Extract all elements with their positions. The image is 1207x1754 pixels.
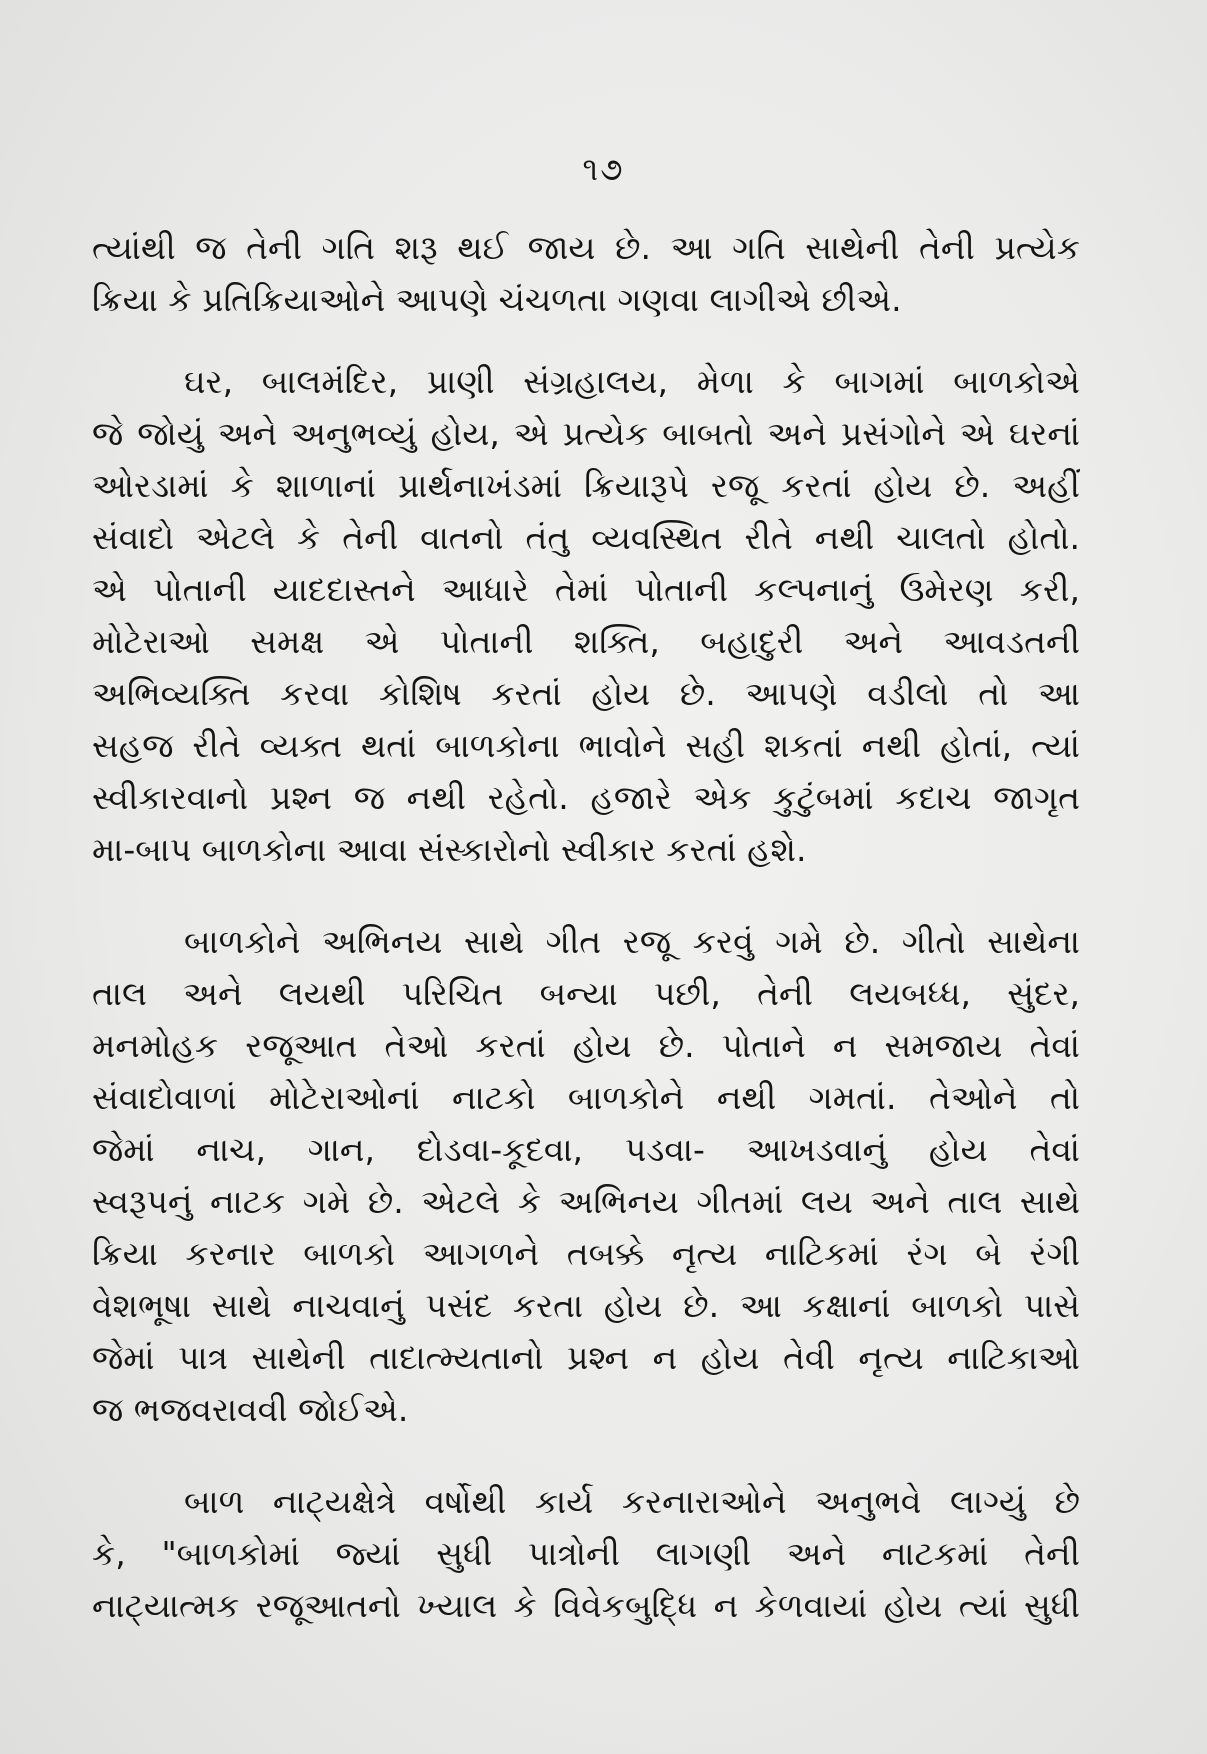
text-line: બાળકોને અભિનય સાથે ગીત રજૂ કરવું ગમે છે. ગીતો સાથેના [184,922,1080,961]
page-number: ૧૭ [582,150,625,188]
text-line: ઘર, બાલમંદિર, પ્રાણી સંગ્રહાલય, મેળા કે બાગમાં બાળકોએ [184,362,1080,401]
text-line: અભિવ્યક્તિ કરવા કોશિષ કરતાં હોય છે. આપણે વડીલો તો આ [92,674,1080,713]
text-line: જેમાં નાચ, ગાન, દોડવા-કૂદવા, પડવા- આખડવાનું હોય તેવાં [92,1130,1080,1169]
text-line: કે, "બાળકોમાં જ્યાં સુધી પાત્રોની લાગણી અને નાટકમાં તેની [92,1534,1080,1573]
text-line: સ્વીકારવાનો પ્રશ્ન જ નથી રહેતો. હજારે એક કુટુંબમાં કદાચ જાગૃત [92,778,1080,817]
text-line: મા-બાપ બાળકોના આવા સંસ્કારોનો સ્વીકાર કરતાં હશે. [92,830,807,869]
text-line: જે જોયું અને અનુભવ્યું હોય, એ પ્રત્યેક બાબતો અને પ્રસંગોને એ ઘરનાં [92,414,1080,453]
paragraph-3 [92,916,1080,1436]
text-line: સ્વરૂપનું નાટક ગમે છે. એટલે કે અભિનય ગીતમાં લય અને તાલ સાથે [92,1182,1080,1221]
text-line: એ પોતાની યાદદાસ્તને આધારે તેમાં પોતાની કલ્પનાનું ઉમેરણ કરી, [92,570,1080,609]
text-line: જ ભજવરાવવી જોઈએ. [92,1390,409,1429]
text-line: તાલ અને લયથી પરિચિત બન્યા પછી, તેની લયબધ્ધ, સુંદર, [92,974,1080,1013]
paragraph-1 [92,222,1080,326]
text-line: જેમાં પાત્ર સાથેની તાદાત્મ્યતાનો પ્રશ્ન ન હોય તેવી નૃત્ય નાટિકાઓ [92,1338,1080,1377]
text-line: નાટ્યાત્મક રજૂઆતનો ખ્યાલ કે વિવેકબુદ્ધિ ન કેળવાયાં હોય ત્યાં સુધી [92,1586,1080,1625]
paragraph-2 [92,356,1080,876]
paragraph-4 [92,1476,1080,1632]
text-line: સહજ રીતે વ્યક્ત થતાં બાળકોના ભાવોને સહી શકતાં નથી હોતાં, ત્યાં [92,726,1080,765]
text-line: વેશભૂષા સાથે નાચવાનું પસંદ કરતા હોય છે. આ કક્ષાનાં બાળકો પાસે [92,1286,1080,1325]
text-line: સંવાદોવાળાં મોટેરાઓનાં નાટકો બાળકોને નથી ગમતાં. તેઓને તો [92,1078,1080,1117]
text-line: ઓરડામાં કે શાળાનાં પ્રાર્થનાખંડમાં ક્રિયારૂપે રજૂ કરતાં હોય છે. અહીં [92,466,1080,505]
text-line: મોટેરાઓ સમક્ષ એ પોતાની શક્તિ, બહાદુરી અને આવડતની [92,622,1080,661]
text-line: મનમોહક રજૂઆત તેઓ કરતાં હોય છે. પોતાને ન સમજાય તેવાં [92,1026,1080,1065]
text-line: ત્યાંથી જ તેની ગતિ શરૂ થઈ જાય છે. આ ગતિ સાથેની તેની પ્રત્યેક [92,228,1080,267]
text-line: ક્રિયા કે પ્રતિક્રિયાઓને આપણે ચંચળતા ગણવા લાગીએ છીએ. [92,280,902,319]
text-line: બાળ નાટ્યક્ષેત્રે વર્ષોથી કાર્ય કરનારાઓને અનુભવે લાગ્યું છે [184,1482,1080,1521]
text-line: ક્રિયા કરનાર બાળકો આગળને તબક્કે નૃત્ય નાટિકમાં રંગ બે રંગી [92,1234,1080,1273]
text-line: સંવાદો એટલે કે તેની વાતનો તંતુ વ્યવસ્થિત રીતે નથી ચાલતો હોતો. [92,518,1080,557]
